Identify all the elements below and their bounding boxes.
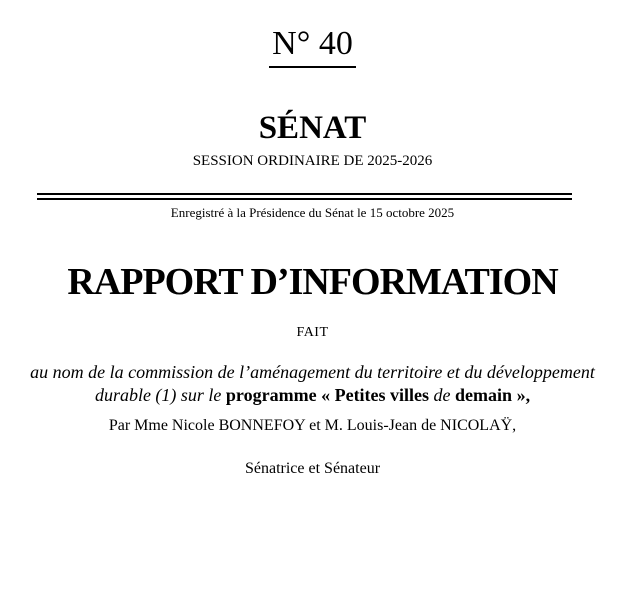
commission-line2-de: de <box>429 385 456 405</box>
commission-line-1 <box>0 361 625 384</box>
commission-line2-close-quote: », <box>512 385 531 405</box>
commission-line-2 <box>0 384 625 407</box>
registration-line: Enregistré à la Présidence du Sénat le 15 octobre 2025 <box>170 205 455 220</box>
commission-line2-programme: programme <box>225 385 317 405</box>
session-line: SESSION ORDINAIRE DE 2025-2026 <box>192 153 433 169</box>
document-number-text: N° 40 <box>269 24 356 68</box>
fait-label: FAIT <box>296 325 329 340</box>
roles-line: Sénatrice et Sénateur <box>244 460 381 477</box>
institution-title: SÉNAT <box>258 110 367 146</box>
double-rule-divider <box>37 193 572 200</box>
commission-line2-open-quote: « <box>316 385 335 405</box>
report-title: RAPPORT D’INFORMATION <box>67 261 558 303</box>
commission-line2-petites-villes: Petites villes <box>334 385 430 405</box>
commission-line2-demain: demain <box>455 385 513 405</box>
commission-line1-text: au nom de la commission de l’aménagement du territoire et du développement <box>30 362 595 382</box>
commission-line2-intro: durable (1) sur le <box>94 385 226 405</box>
commission-paragraph <box>0 361 625 407</box>
authors-line: Par Mme Nicole BONNEFOY et M. Louis-Jean de NICOLAŸ, <box>108 417 517 434</box>
document-number <box>0 24 625 68</box>
